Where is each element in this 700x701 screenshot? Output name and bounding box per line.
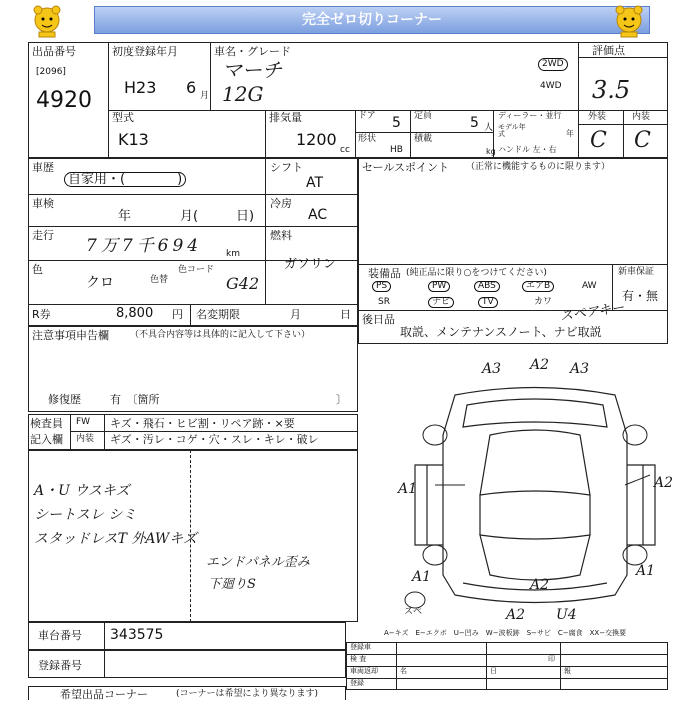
evaluation-label: 評価点 — [592, 44, 625, 57]
history-label: 車歴 — [32, 161, 54, 174]
note-line-1: A・U ウスキズ — [34, 483, 130, 499]
equip-navi: ナビ — [428, 297, 454, 308]
drive-2wd: 2WD — [538, 58, 568, 71]
inspector-label-2: 記入欄 — [30, 433, 63, 446]
damage-mark-rear-bumper-left: A2 — [506, 607, 526, 623]
doors-value: 5 — [392, 115, 401, 131]
equip-tv: TV — [478, 297, 498, 308]
equipment-note: (純正品に限り○をつけてください) — [406, 268, 547, 278]
inspection-label: 車検 — [32, 197, 54, 210]
displacement-unit: cc — [340, 145, 350, 155]
bottom-c2: 日 — [490, 667, 497, 675]
accessories-label: 後日品 — [362, 313, 395, 326]
chassis-label: 車台番号 — [38, 629, 82, 642]
fuel-label: 燃料 — [270, 229, 292, 242]
bottom-c3: 印 — [548, 655, 555, 663]
damage-mark-right-rear: A1 — [636, 563, 656, 579]
lot-sub: [2096] — [36, 67, 66, 77]
equip-aw: AW — [582, 281, 597, 291]
note-line-2: シートスレ シミ — [34, 507, 137, 523]
sales-point-note: （正常に機能するものに限ります） — [466, 162, 611, 172]
model-year-unit: 年 — [566, 129, 574, 138]
chassis-value: 343575 — [110, 627, 164, 643]
load-label: 積載 — [414, 134, 433, 144]
capacity-unit: 人 — [484, 123, 494, 133]
bottom-r1: 登録車 — [350, 643, 371, 651]
dealer-label: ディーラー・並行 — [498, 111, 562, 120]
evaluation-score: 3.5 — [592, 76, 631, 104]
color-value: クロ — [86, 275, 114, 291]
damage-mark-left-side: A1 — [398, 481, 418, 497]
color-label: 色 — [32, 263, 43, 276]
capacity-value: 5 — [470, 115, 479, 131]
interior-label: 内装 — [632, 112, 651, 122]
model-name: マーチ — [222, 58, 282, 82]
registration-month: 6 — [186, 78, 197, 97]
repair-value: 有 〔箇所 — [110, 393, 160, 406]
name-change-day: 日 — [340, 308, 351, 321]
equip-pw: PW — [428, 281, 450, 292]
inspector-row2-head: 内装 — [76, 434, 95, 444]
damage-mark-right-side: A2 — [654, 475, 674, 491]
registration-era: H23 — [124, 78, 157, 97]
mascot-right-icon — [612, 4, 646, 38]
recycle-label: R券 — [32, 308, 51, 321]
color-swap-label: 色替 — [150, 275, 169, 285]
color-code-value: G42 — [226, 274, 260, 293]
new-warranty-value: 有・無 — [622, 289, 659, 303]
inspector-row1-head: FW — [76, 417, 91, 427]
spare-label: スペ — [404, 607, 423, 617]
fuel-value: ガソリン — [284, 257, 337, 272]
bottom-c1: 名 — [400, 667, 407, 675]
reg-number-label: 登録番号 — [38, 659, 82, 672]
model-name-label: 車名・グレード — [214, 45, 291, 58]
new-warranty-label: 新車保証 — [618, 267, 655, 277]
shape-label: 形状 — [358, 134, 377, 144]
displacement-label: 排気量 — [269, 111, 302, 124]
recycle-value: 8,800 — [116, 306, 154, 321]
damage-legend: A−キズ E−エクボ U−凹み W−波板跡 S−サビ C−腐食 XX−交換要 — [384, 629, 627, 637]
equip-airbag: エアB — [522, 281, 554, 292]
inspection-year: 年 — [118, 209, 132, 224]
name-change-label: 名変期限 — [196, 308, 240, 321]
inspector-row2: ギズ・汚レ・コゲ・穴・スレ・キレ・破レ — [110, 433, 319, 446]
bottom-r2: 検 査 — [350, 655, 367, 663]
equip-ps: PS — [372, 281, 391, 292]
note-line-3: スタッドレスT 外AWキズ — [34, 531, 198, 547]
type-value: K13 — [118, 130, 149, 149]
bottom-c4: 報 — [564, 667, 571, 675]
exterior-label: 外装 — [588, 112, 607, 122]
drive-4wd: 4WD — [540, 81, 562, 91]
load-unit: kg — [486, 147, 496, 156]
damage-mark-left-rear: A1 — [412, 569, 432, 585]
equip-leather: カワ — [534, 297, 553, 307]
sales-point-box — [358, 158, 668, 344]
bottom-r3: 車両返却 — [350, 667, 378, 675]
damage-mark-rear-center: A2 — [530, 577, 550, 593]
sales-point-label: セールスポイント — [362, 161, 450, 174]
lot-number: 4920 — [36, 88, 92, 113]
lot-label: 出品番号 — [32, 45, 76, 58]
equipment-label: 装備品 — [368, 267, 401, 280]
inspection-month: 月( — [180, 209, 199, 224]
displacement-value: 1200 — [296, 130, 337, 149]
model-grade: 12G — [222, 82, 264, 106]
interior-grade: C — [634, 128, 651, 153]
equip-sr: SR — [378, 297, 390, 307]
note-line-5: 下廻りS — [208, 577, 256, 592]
mileage-label: 走行 — [32, 229, 54, 242]
recycle-unit: 円 — [172, 308, 183, 321]
equip-abs: ABS — [474, 281, 500, 292]
damage-mark-front-center: A2 — [530, 357, 550, 373]
mileage-unit: km — [226, 249, 240, 259]
type-label: 型式 — [112, 111, 134, 124]
exterior-grade: C — [590, 128, 607, 153]
damage-mark-rear-bumper-right: U4 — [556, 607, 577, 623]
inspector-label-1: 検査員 — [30, 417, 63, 430]
banner-title: 完全ゼロ切りコーナー — [94, 6, 650, 34]
aircon-label: 冷房 — [270, 197, 292, 210]
damage-mark-front-right: A3 — [570, 361, 590, 377]
caution-note: （不具合内容等は具体的に記入して下さい） — [130, 330, 311, 340]
repair-close: 〕 — [336, 393, 347, 406]
bottom-r4: 登録 — [350, 679, 364, 687]
repair-label: 修復歴 — [48, 393, 81, 406]
damage-mark-front-left: A3 — [482, 361, 502, 377]
request-label: 希望出品コーナー — [60, 688, 148, 701]
history-value: 自家用・( ) — [64, 172, 186, 187]
inspection-day: 日) — [236, 209, 255, 224]
handle-label: ハンドル 左・右 — [498, 145, 557, 154]
doors-label: ドア — [358, 111, 376, 121]
registration-label: 初度登録年月 — [112, 45, 178, 58]
color-code-label: 色コード — [178, 265, 215, 275]
model-year-label: モデル年式 — [498, 123, 526, 138]
shift-value: AT — [306, 175, 324, 191]
aircon-value: AC — [308, 207, 328, 223]
inspector-row1: キズ・飛石・ヒビ割・リペア跡・×要 — [110, 417, 295, 430]
shift-label: シフト — [270, 161, 303, 174]
name-change-month: 月 — [290, 308, 301, 321]
mileage-value: 7万7千694 — [86, 236, 203, 256]
registration-month-unit: 月 — [200, 91, 210, 101]
caution-label: 注意事項申告欄 — [32, 329, 109, 342]
accessories-value: 取説、メンテナンスノート、ナビ取説 — [400, 325, 602, 339]
mascot-left-icon — [30, 4, 64, 38]
accessories-handwritten: スペアキー — [559, 300, 626, 325]
shape-value: HB — [390, 145, 403, 155]
capacity-label: 定員 — [414, 111, 433, 121]
request-note: (コーナーは希望により異なります) — [176, 689, 319, 699]
note-line-4: エンドパネル歪み — [206, 555, 310, 570]
